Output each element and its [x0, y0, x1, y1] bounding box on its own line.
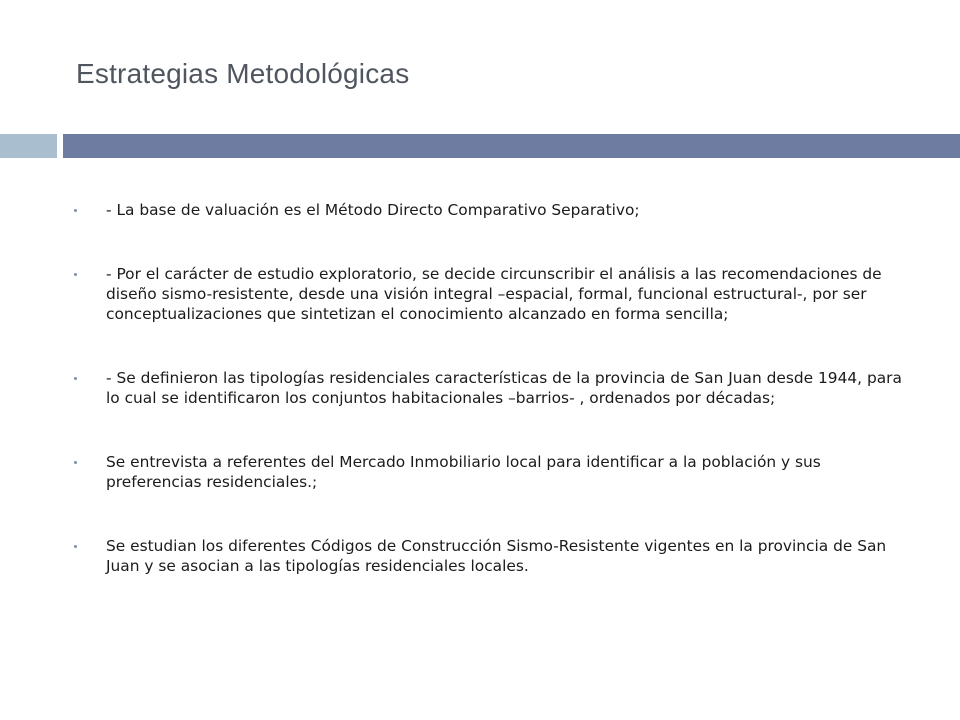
header-accent-bar-right — [63, 134, 960, 158]
bullet-item — [74, 452, 914, 492]
bullet-dot-icon — [74, 209, 77, 212]
bullet-item — [74, 368, 914, 408]
bullet-item — [74, 264, 914, 324]
bullet-text: - Por el carácter de estudio exploratorio, se decide circunscribir el análisis a las recomendaciones de diseño sismo-resistente, desde una visión integral –espacial, formal, funcional estructural-, por ser conceptualizaciones que sintetizan el conocimiento alcanzado en forma sencilla; — [106, 265, 882, 323]
bullet-item — [74, 536, 914, 576]
bullet-text: - Se definieron las tipologías residenciales características de la provincia de San Juan desde 1944, para lo cual se identificaron los conjuntos habitacionales –barrios- , ordenados por décadas; — [106, 369, 902, 407]
bullet-list — [74, 200, 914, 620]
bullet-text: - La base de valuación es el Método Directo Comparativo Separativo; — [106, 201, 640, 219]
header-accent-bar-left — [0, 134, 57, 158]
bullet-dot-icon — [74, 545, 77, 548]
bullet-item — [74, 200, 914, 220]
bullet-text: Se entrevista a referentes del Mercado Inmobiliario local para identificar a la población y sus preferencias residenciales.; — [106, 453, 821, 491]
bullet-text: Se estudian los diferentes Códigos de Construcción Sismo-Resistente vigentes en la provincia de San Juan y se asocian a las tipologías residenciales locales. — [106, 537, 887, 575]
slide-title: Estrategias Metodológicas — [76, 58, 410, 89]
bullet-dot-icon — [74, 377, 77, 380]
bullet-dot-icon — [74, 461, 77, 464]
bullet-dot-icon — [74, 273, 77, 276]
